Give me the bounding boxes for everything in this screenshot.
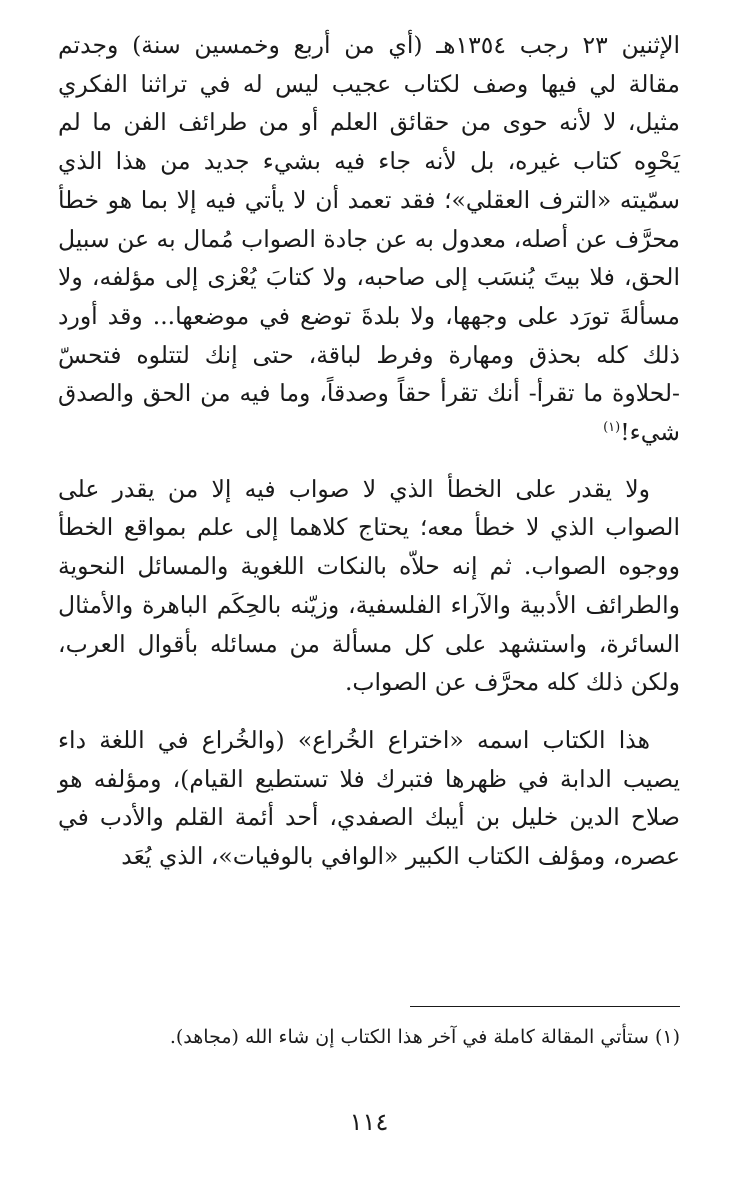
paragraph-text: الإثنين ٢٣ رجب ١٣٥٤هـ (أي من أربع وخمسين سنة) وجدتم مقالة لي فيها وصف لكتاب عجيب ليس له في تراثنا الفكري مثيل، لا لأنه حوى من حقائق العلم أو من طرائف الفن ما لم يَحْوِه كتاب غيره، بل لأنه جاء فيه بشيء جديد من هذا الذي سمّيته «الترف العقلي»؛ فقد تعمد أن لا يأتي فيه إلا بما هو خطأ محرَّف عن أصله، معدول به عن جادة الصواب مُمال به عن سبيل الحق، فلا بيتَ يُنسَب إلى صاحبه، ولا كتابَ يُعْزى إلى مؤلفه، ولا مسألةَ تورَد على وجهها، ولا بلدةَ توضع في موضعها... وقد أورد ذلك كله بحذق ومهارة وفرط لباقة، حتى إنك لتتلوه فتحسّ -لحلاوة ما تقرأ- أنك تقرأ حقاً وصدقاً، وما فيه من الحق والصدق شيء! bbox=[58, 31, 681, 447]
footnote-reference: (١) bbox=[603, 420, 621, 436]
paragraph bbox=[58, 721, 680, 876]
footnote: (١) ستأتي المقالة كاملة في آخر هذا الكتاب إن شاء الله (مجاهد). bbox=[169, 1026, 680, 1048]
page-body bbox=[58, 26, 680, 876]
paragraph-text: هذا الكتاب اسمه «اختراع الخُراع» (والخُراع في اللغة داء يصيب الدابة في ظهرها فتبرك فلا تستطيع القيام)، ومؤلفه هو صلاح الدين خليل بن أيبك الصفدي، أحد أئمة القلم والأدب في عصره، ومؤلف الكتاب الكبير «الوافي بالوفيات»، الذي يُعَد bbox=[58, 725, 680, 871]
paragraph bbox=[58, 470, 680, 702]
paragraph bbox=[58, 26, 680, 452]
page-number: ١١٤ bbox=[349, 1108, 389, 1136]
footnote-separator bbox=[410, 1006, 680, 1007]
paragraph-text: ولا يقدر على الخطأ الذي لا صواب فيه إلا من يقدر على الصواب الذي لا خطأ معه؛ يحتاج كلاهما إلى علم بمواقع الخطأ ووجوه الصواب. ثم إنه حلاّه بالنكات اللغوية والمسائل النحوية والطرائف الأدبية والآراء الفلسفية، وزيّنه بالحِكَم الباهرة والأمثال السائرة، واستشهد على كل مسألة من مسائله بأقوال العرب، ولكن ذلك كله محرَّف عن الصواب. bbox=[58, 474, 680, 697]
